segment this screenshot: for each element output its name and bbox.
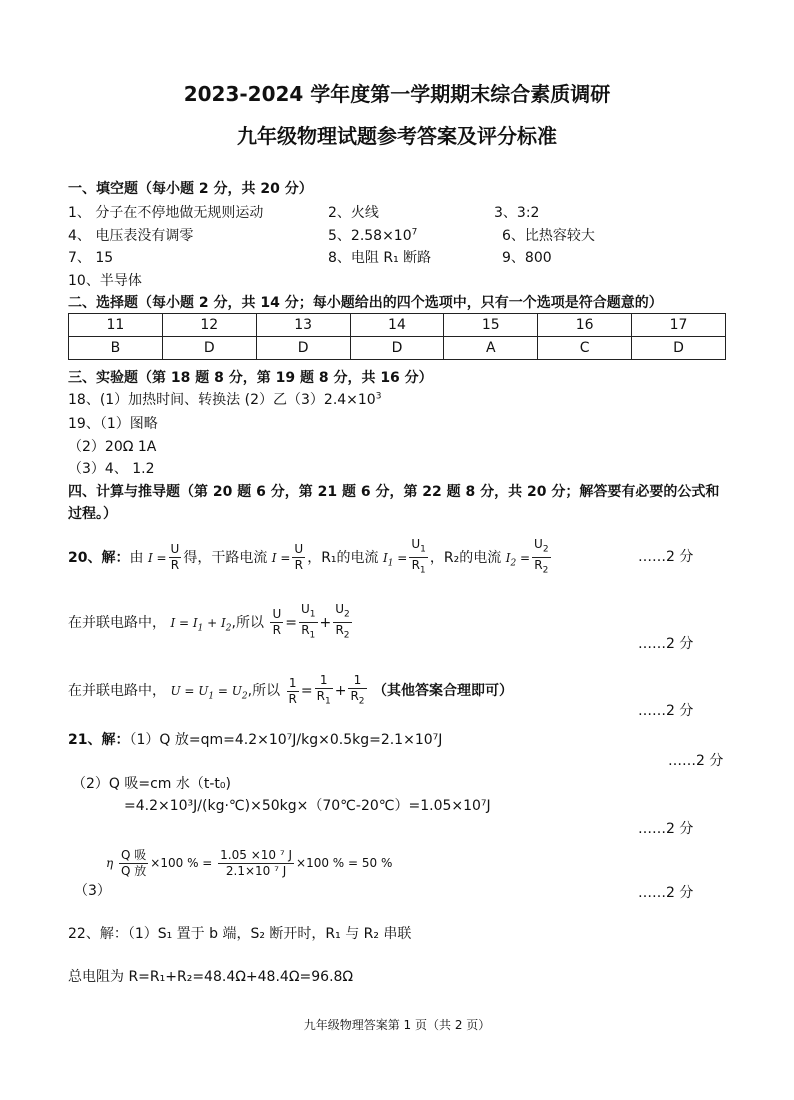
q21-part-3-label: （3） bbox=[74, 883, 111, 899]
question-number: 14 bbox=[350, 314, 444, 337]
q22-line-1: 22、解：（1）S₁ 置于 b 端，S₂ 断开时，R₁ 与 R₂ 串联 bbox=[68, 926, 412, 942]
question-number: 12 bbox=[162, 314, 256, 337]
question-number: 16 bbox=[538, 314, 632, 337]
answer-18: 18、(1）加热时间、转换法 (2）乙$(3)2.4\times 10^3$ bbox=[68, 391, 382, 408]
question-number: 15 bbox=[444, 314, 538, 337]
section-3-heading: 三、实验题（第 18 题 8 分，第 19 题 8 分，共 16 分） bbox=[68, 370, 433, 386]
choice-answer: D bbox=[256, 337, 350, 360]
answer-2: 2、火线 bbox=[328, 205, 379, 221]
choice-answer: A bbox=[444, 337, 538, 360]
q22-line-2: 总电阻为 R=R₁+R₂=48.4Ω+48.4Ω=96.8Ω bbox=[68, 969, 354, 985]
q21-line-2: （2）Q 吸=cm 水（t-t₀) bbox=[72, 776, 231, 792]
choice-answer: D bbox=[632, 337, 726, 360]
section-2-heading: 二、选择题（每小题 2 分，共 14 分；每小题给出的四个选项中，只有一个选项是符合题意的） bbox=[68, 295, 663, 311]
answer-6: 6、比热容较大 bbox=[502, 228, 595, 244]
answer-19-3: （3）4、 1.2 bbox=[68, 461, 155, 477]
q21-line-1: 21、解：（1）Q 放=qm=4.2×10⁷J/kg×0.5kg=2.1×10⁷J bbox=[68, 732, 443, 748]
q20-line-2: 在并联电路中， $I = I_1 + I_2$,所以 $\frac{U}{R}$ = $\frac{U_1}{R_1}$ + $\frac{U_2}{R_2}$ bbox=[68, 602, 354, 644]
score-mark: ……2 分 bbox=[638, 703, 694, 719]
choice-answer-table bbox=[68, 313, 726, 360]
q21-line-3: =4.2×10³J/(kg·℃)×50kg×（70℃-20℃）=1.05×10⁷J bbox=[124, 798, 491, 814]
section-1-heading: 一、填空题（每小题 2 分，共 20 分） bbox=[68, 181, 313, 197]
score-mark: ……2 分 bbox=[638, 885, 694, 901]
answer-19-2: （2）20Ω 1A bbox=[68, 439, 157, 455]
answer-9: 9、800 bbox=[502, 250, 552, 266]
section-4-heading: 四、计算与推导题（第 20 题 6 分，第 21 题 6 分，第 22 题 8 分，共 20 分；解答要有必要的公式和 bbox=[68, 484, 720, 500]
score-mark: ……2 分 bbox=[668, 753, 724, 769]
page-title: 2023-2024 学年度第一学期期末综合素质调研 bbox=[183, 82, 611, 106]
table-row bbox=[69, 337, 726, 360]
efficiency-formula: η $\frac{\text{Q 吸}}{\text{Q 放}}$ ×100 % = $\frac{\text{1.05 ×10 ⁷ J}}{\text{2.1×10 ⁷ J}}$ ×100 % = 50 % bbox=[106, 848, 393, 878]
choice-answer: C bbox=[538, 337, 632, 360]
answer-1: 1、 分子在不停地做无规则运动 bbox=[68, 205, 264, 221]
q20-line-3: 在并联电路中， $U = U_1 = U_2$,所以 $\frac{1}{R}$ = $\frac{1}{R_1}$ + $\frac{1}{R_2}$ （其他答案合理即可） bbox=[68, 673, 513, 709]
question-number: 17 bbox=[632, 314, 726, 337]
answer-4: 4、 电压表没有调零 bbox=[68, 228, 194, 244]
choice-answer: B bbox=[69, 337, 163, 360]
answer-10: 10、半导体 bbox=[68, 273, 142, 289]
choice-answer: D bbox=[162, 337, 256, 360]
score-mark: ……2 分 bbox=[638, 549, 694, 565]
answer-19: 19、（1）图略 bbox=[68, 416, 158, 432]
score-mark: ……2 分 bbox=[638, 821, 694, 837]
q20-line-1: 20、解：由 I = $\frac{U}{R}$ 得，干路电流 I = $\frac{U}{R}$ ，R₁的电流 $I_1$ = $\frac{U_1}{R_1}$ ，R₂的电流 $I_2$ = $\frac{U_2}{R_2}$ bbox=[68, 537, 553, 579]
page-footer: 九年级物理答案第 1 页（共 2 页） bbox=[303, 1018, 491, 1032]
answer-7: 7、 15 bbox=[68, 250, 114, 266]
answer-3: 3、3:2 bbox=[494, 205, 540, 221]
table-row bbox=[69, 314, 726, 337]
question-number: 13 bbox=[256, 314, 350, 337]
score-mark: ……2 分 bbox=[638, 636, 694, 652]
choice-answer: D bbox=[350, 337, 444, 360]
answer-5: 5、$2.58\times 10^7$ bbox=[328, 227, 418, 244]
page-subtitle: 九年级物理试题参考答案及评分标准 bbox=[237, 124, 557, 148]
answer-8: 8、电阻 R₁ 断路 bbox=[328, 250, 432, 266]
question-number: 11 bbox=[69, 314, 163, 337]
section-4-heading-cont: 过程。） bbox=[68, 506, 117, 522]
